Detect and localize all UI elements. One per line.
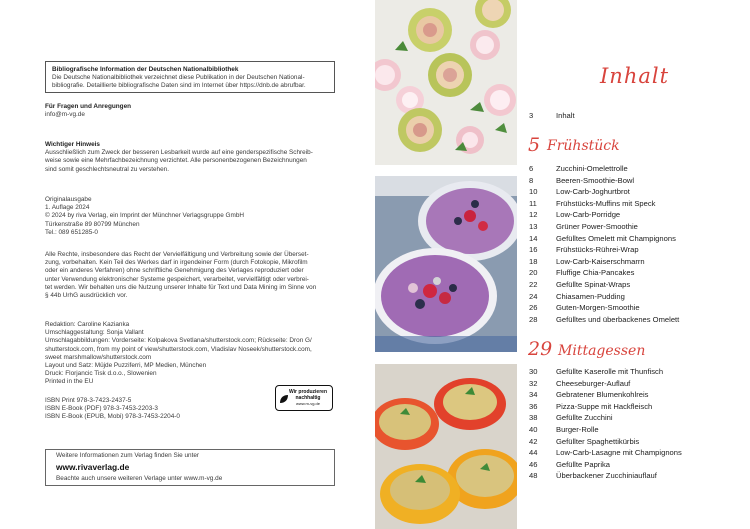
toc-entry-title: Frühstücks-Muffins mit Speck	[556, 198, 656, 208]
isbn-line: ISBN Print 978-3-7423-2437-5	[45, 397, 132, 404]
toc-entry[interactable]	[529, 401, 652, 413]
toc-entry-title: Low-Carb-Joghurtbrot	[556, 187, 630, 197]
toc-entry-page: 10	[529, 187, 538, 197]
toc-entry-title: Low-Carb-Kaiserschmarrn	[556, 256, 645, 266]
edition-line: © 2024 by riva Verlag, ein Imprint der Münchner Verlagsgruppe GmbH	[45, 212, 245, 220]
contact-email: info@m-vg.de	[45, 111, 85, 119]
isbn-line: ISBN E-Book (EPUB, Mobi) 978-3-7453-2204-0	[45, 413, 180, 421]
biblio-line: bibliografie. Detaillierte bibliografische Daten sind im Internet über https://dnb.de abrufbar.	[52, 82, 306, 90]
edition-line: Originalausgabe	[45, 196, 92, 203]
toc-entry-page: 6	[529, 164, 534, 173]
toc-entry[interactable]	[529, 221, 638, 233]
toc-entry[interactable]	[529, 291, 625, 303]
credits-line: Druck: Florjancic Tisk d.o.o., Slowenien	[45, 370, 157, 378]
toc-entry-title: Grüner Power-Smoothie	[556, 222, 638, 231]
toc-entry-title: Gefülltes und überbackenes Omelett	[556, 314, 680, 324]
biblio-box	[45, 61, 335, 93]
biblio-line: Die Deutsche Nationalbibliothek verzeichnet diese Publikation in der Deutschen National-	[52, 74, 305, 82]
toc-entry-title: Frühstücks-Rührei-Wrap	[556, 245, 639, 255]
toc-entry-title: Low-Carb-Porridge	[556, 210, 621, 220]
toc-entry[interactable]	[529, 378, 630, 390]
contact-title: Für Fragen und Anregungen	[45, 103, 132, 110]
toc-entry-page: 8	[529, 175, 534, 185]
toc-entry-page: 22	[529, 280, 538, 289]
toc-entry[interactable]	[529, 366, 663, 378]
photo-stuffed-peppers	[375, 364, 517, 529]
edition-line: 1. Auflage 2024	[45, 204, 90, 212]
credits-line: Redaktion: Caroline Kazianka	[45, 321, 130, 328]
toc-entry-page: 30	[529, 367, 538, 376]
toc-entry-page: 26	[529, 303, 538, 313]
credits-line: Layout und Satz: Müjde Puzziferri, MP Medien, München	[45, 362, 207, 370]
toc-entry[interactable]	[529, 186, 630, 198]
badge-line: nachhaltig	[295, 395, 321, 401]
section-title[interactable]: Mittagessen	[558, 343, 646, 359]
toc-entry-page: 40	[529, 425, 538, 434]
rights-line: zung, vorbehalten. Kein Teil des Werkes darf in irgendeiner Form (durch Fotokopie, Mikrofilm	[45, 259, 308, 267]
toc-entry-title: Guten-Morgen-Smoothie	[556, 303, 640, 313]
rights-line: oder ein anderes Verfahren) ohne schriftliche Genehmigung des Verlages reproduziert oder	[45, 267, 304, 275]
toc-entry[interactable]	[529, 302, 640, 314]
section-title[interactable]: Frühstück	[547, 138, 620, 154]
credits-line: Umschlagabbildungen: Vorderseite: Kolpakova Svetlana/shutterstock.com; Rückseite: Dron G/	[45, 337, 312, 345]
credits-line: Umschlaggestaltung: Sonja Vallant	[45, 329, 144, 337]
toc-entry-title: Cheeseburger-Auflauf	[556, 378, 631, 388]
toc-entry[interactable]	[529, 424, 599, 436]
toc-entry-page: 48	[529, 471, 538, 481]
photo-smoothie-bowls	[375, 176, 517, 352]
credits-block	[45, 321, 335, 387]
biblio-title: Bibliografische Information der Deutschen Nationalbibliothek	[52, 66, 239, 73]
edition-line: Türkenstraße 89 80799 München	[45, 220, 140, 228]
edition-line: Tel.: 089 651285-0	[45, 228, 98, 236]
toc-entry[interactable]	[529, 314, 679, 326]
section-number: 5	[528, 134, 541, 156]
toc-entry[interactable]	[529, 279, 630, 291]
toc-entry-page: 13	[529, 222, 538, 231]
toc-entry[interactable]	[529, 209, 620, 221]
toc-entry-page: 18	[529, 256, 538, 266]
toc-entry-page: 11	[529, 198, 537, 208]
credits-line: Printed in the EU	[45, 378, 94, 386]
toc-entry-page: 16	[529, 245, 538, 255]
badge-line: www.m-vg.de	[295, 401, 320, 406]
toc-entry-page: 20	[529, 268, 538, 278]
notice-title: Wichtiger Hinweis	[45, 141, 100, 148]
toc-entry[interactable]	[529, 233, 676, 245]
toc-entry[interactable]	[529, 459, 610, 471]
badge-line: Wir produzieren	[288, 389, 327, 395]
toc-entry-page: 14	[529, 233, 538, 243]
toc-entry-title: Gefüllter Spaghettikürbis	[556, 436, 640, 446]
credits-line: shutterstock.com, from my point of view/shutterstock.com, Vladislav Noseek/shutterstock.com,	[45, 345, 312, 353]
notice-block	[45, 141, 335, 174]
publisher-note: Beachte auch unsere weiteren Verlage unter www.m-vg.de	[56, 475, 223, 482]
toc-entry-page: 12	[529, 210, 538, 220]
rights-line: tet werden. Wir behalten uns die Nutzung unserer Inhalte für Text und Data Mining im Sinne von	[45, 283, 317, 291]
credits-line: sweet marshmallow/shutterstock.com	[45, 353, 152, 361]
toc-entry-page: 46	[529, 459, 538, 469]
sustainability-badge	[275, 385, 333, 411]
toc-entry-title: Zucchini-Omelettrolle	[556, 164, 628, 173]
toc-entry[interactable]	[529, 436, 639, 448]
toc-entry-page: 42	[529, 436, 538, 446]
toc-entry-page: 28	[529, 314, 538, 324]
toc-entry[interactable]	[529, 256, 645, 268]
publisher-box	[45, 449, 335, 486]
notice-line: sind somit geschlechtsneutral zu verstehen.	[45, 165, 169, 173]
rights-line: Alle Rechte, insbesondere das Recht der Vervielfältigung und Verbreitung sowie der Überset-	[45, 251, 309, 258]
toc-entry-title: Inhalt	[556, 111, 575, 120]
toc-entry[interactable]	[529, 244, 639, 256]
toc-entry[interactable]	[529, 389, 648, 401]
notice-line: Ausschließlich zum Zweck der besseren Lesbarkeit wurde auf eine genderspezifische Schreib-	[45, 149, 313, 157]
edition-block	[45, 196, 335, 237]
toc-entry[interactable]	[529, 412, 613, 424]
toc-entry[interactable]	[529, 470, 657, 482]
toc-entry[interactable]	[529, 163, 628, 175]
toc-entry[interactable]	[529, 175, 634, 187]
rights-line: unter Verwendung elektronischer Systeme gespeichert, verarbeitet, vervielfältigt oder verbrei-	[45, 275, 309, 283]
toc-entry-title: Beeren-Smoothie-Bowl	[556, 175, 635, 185]
toc-entry[interactable]	[529, 198, 655, 210]
leaf-icon	[279, 394, 289, 404]
publisher-intro: Weitere Informationen zum Verlag finden Sie unter	[56, 452, 200, 459]
toc-entry-page: 3	[529, 111, 534, 120]
toc-entry[interactable]	[529, 267, 634, 279]
toc-entry-title: Low-Carb-Lasagne mit Champignons	[556, 448, 682, 458]
toc-title: Inhalt	[600, 64, 670, 88]
toc-entry-page: 24	[529, 291, 538, 301]
toc-entry-title: Gefülltes Omelett mit Champignons	[556, 233, 676, 243]
toc-entry-page: 38	[529, 413, 538, 423]
toc-entry-page: 36	[529, 401, 538, 411]
notice-line: weise sowie eine Mehrfachbezeichnung verzichtet. Alle personenbezogenen Bezeichnungen	[45, 157, 307, 165]
toc-entry-page: 44	[529, 448, 538, 458]
toc-entry-title: Überbackener Zucchiniauflauf	[556, 471, 657, 481]
rights-block	[45, 251, 335, 300]
section-number: 29	[528, 338, 553, 360]
toc-entry-title: Fluffige Chia-Pancakes	[556, 268, 635, 278]
toc-entry-title: Gefüllte Kaserolle mit Thunfisch	[556, 367, 664, 376]
toc-entry-title: Gebratener Blumenkohlreis	[556, 390, 649, 400]
toc-entry-title: Gefüllte Paprika	[556, 459, 611, 469]
toc-entry-title: Gefüllte Zucchini	[556, 413, 613, 423]
toc-entry-title: Gefüllte Spinat-Wraps	[556, 280, 631, 289]
toc-entry[interactable]	[529, 110, 575, 122]
toc-entry-page: 32	[529, 378, 538, 388]
publisher-url[interactable]: www.rivaverlag.de	[56, 462, 130, 472]
toc-entry[interactable]	[529, 447, 682, 459]
toc-entry-title: Chiasamen-Pudding	[556, 291, 625, 301]
rights-line: § 44b UrhG ausdrücklich vor.	[45, 292, 128, 300]
toc-entry-title: Burger-Rolle	[556, 425, 599, 434]
photo-rolls	[375, 0, 517, 165]
contact-block	[45, 103, 335, 119]
isbn-line: ISBN E-Book (PDF) 978-3-7453-2203-3	[45, 405, 158, 413]
toc-entry-title: Pizza-Suppe mit Hackfleisch	[556, 401, 653, 411]
toc-entry-page: 34	[529, 390, 538, 400]
